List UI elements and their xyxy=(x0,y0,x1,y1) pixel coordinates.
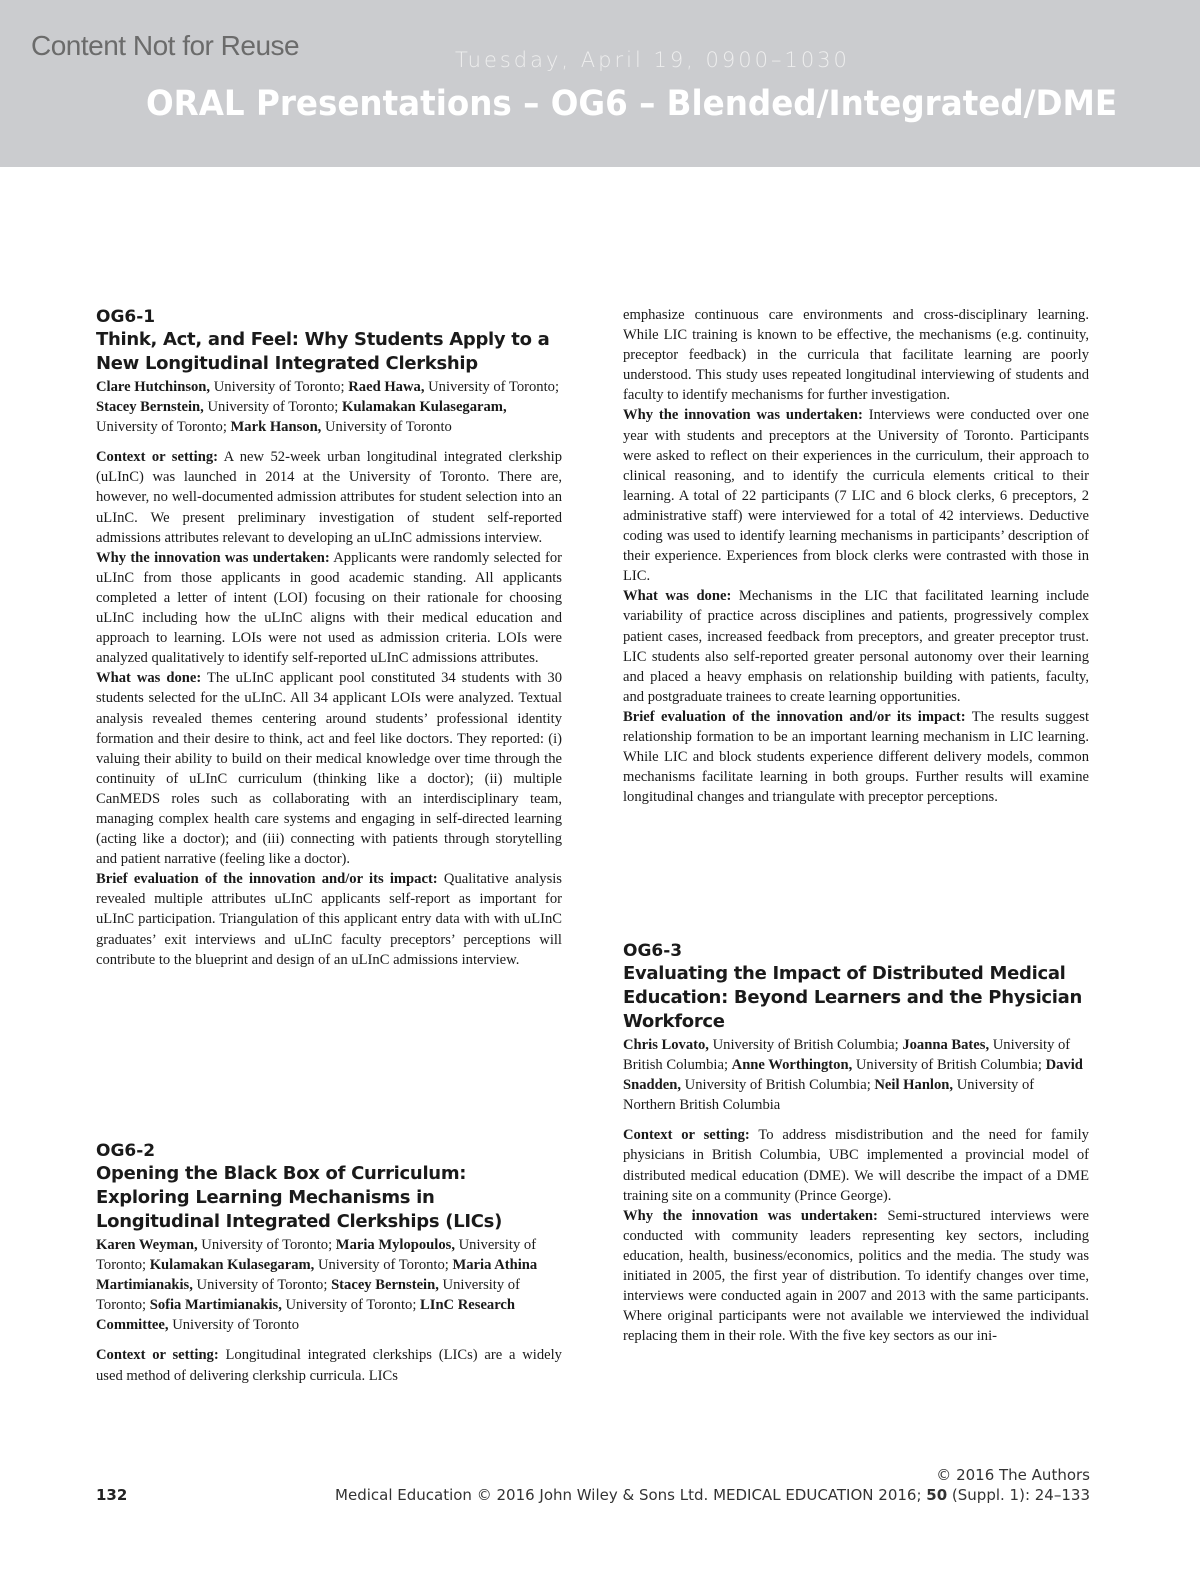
session-date: Tuesday, April 19, 0900–1030 xyxy=(455,48,850,72)
author-list: Karen Weyman, University of Toronto; Maria Mylopoulos, University of Toronto; Kulamakan Kulasegaram, University of Toronto; Maria Athina Martimianakis, University of Toronto; Stacey Bernstein, University of Toronto; Sofia Martimianakis, University of Toronto; LInC Research Committee, University of Toronto xyxy=(96,1237,538,1334)
author-name: Joanna Bates, xyxy=(902,1037,990,1053)
section-text: Applicants were randomly selected for uLInC from those applicants in good academic standing. All applicants completed a letter of intent (LOI) focusing on their rationale for choosing uLInC including how the uLInC aligns with their medical education and approach to learning. LOIs were not used as admission criteria. LOIs were analyzed qualitatively to identify self-reported uLInC admissions attributes. xyxy=(96,549,563,667)
author-name: Raed Hawa, xyxy=(348,379,425,395)
abstract-section xyxy=(623,1125,1089,1205)
citation-volume: 50 xyxy=(926,1486,948,1504)
section-text: The uLInC applicant pool constituted 34 students with 30 students selected for the uLInC. All 34 applicant LOIs were analyzed. Textual analysis revealed themes centering around students’ professional identity formation and their desire to think, act and feel like doctors. They reported: (i) valuing their ability to build on their medical knowledge over time through the continuity of uLInC curriculum (thinking like a doctor); (ii) multiple CanMEDS roles such as collaborating with an interdisciplinary team, managing complex health care systems and engaging in self-directed learning (acting like a doctor); and (iii) connecting with patients through storytelling and patient narrative (feeling like a doctor). xyxy=(96,670,563,868)
abstract-section xyxy=(96,668,562,869)
abstract-section xyxy=(623,707,1089,807)
author-name: Mark Hanson, xyxy=(230,419,322,436)
citation-suffix: (Suppl. 1): 24–133 xyxy=(947,1486,1090,1504)
abstract-title: Opening the Black Box of Curriculum: Exploring Learning Mechanisms in Longitudinal Integrated Clerkships (LICs) xyxy=(96,1163,503,1232)
section-text: Interviews were conducted over one year with students and preceptors at the University of Toronto. Participants were asked to reflect on their experiences in the curriculum, their approach to clinical reasoning, and to identify the curricula elements critical to their learning. A total of 22 participants (7 LIC and 6 block clerks, 6 preceptors, 2 administrative staff) were interviewed for a total of 42 interviews. Deductive coding was used to identify learning mechanisms in participants’ description of their experience. Experiences from block clerks were contrasted with those in LIC. xyxy=(623,407,1089,585)
author-affiliation: University of Toronto xyxy=(96,419,223,436)
abstract-section xyxy=(96,869,562,969)
author-affiliation: University of British Columbia xyxy=(623,1037,1071,1074)
author-affiliation: University of British Columbia xyxy=(684,1077,867,1094)
section-text: Qualitative analysis revealed multiple attributes uLInC applicants self-report as important for uLInC participation. Triangulation of this applicant entry data with with uLInC graduates’ exit interviews and uLInC faculty preceptors’ perceptions will contribute to the blueprint and design of an uLInC admissions interview. xyxy=(96,871,562,968)
abstract-id: OG6-1 xyxy=(96,307,156,327)
section-label: What was done: xyxy=(623,588,732,605)
author-affiliation: University of Toronto xyxy=(172,1317,299,1334)
section-text: A new 52-week urban longitudinal integrated clerkship (uLInC) was launched in 2014 at the University of Toronto. There are, however, no well-documented admission attributes for student selection into an uLInC. We present preliminary investigation of student self-reported admissions attributes relevant to developing an uLInC admissions interview. xyxy=(96,449,562,546)
abstract-og6-2 xyxy=(96,1140,562,1386)
section-text: Mechanisms in the LIC that facilitated learning include variability of practice across disciplines and patients, progressively complex patient cases, increased feedback from preceptors, and greater preceptor trust. LIC students also self-reported greater personal autonomy over their learning and placed a heavy emphasis on relationship building with patients, faculty, and postgraduate trainees to create learning opportunities. xyxy=(623,588,1089,705)
abstract-section xyxy=(623,305,1089,405)
abstract-id: OG6-2 xyxy=(96,1141,156,1161)
author-affiliation: University of Toronto xyxy=(317,1257,445,1274)
section-text: Longitudinal integrated clerkships (LICs) are a widely used method of delivering clerkship curricula. LICs xyxy=(96,1347,562,1384)
section-label: Brief evaluation of the innovation and/or its impact: xyxy=(623,708,966,725)
session-title: ORAL Presentations – OG6 – Blended/Integrated/DME xyxy=(146,84,1118,124)
author-list: Clare Hutchinson, University of Toronto; Raed Hawa, University of Toronto; Stacey Bernstein, University of Toronto; Kulamakan Kulasegaram, University of Toronto; Mark Hanson, University of Toronto xyxy=(96,379,559,436)
author-name: Stacey Bernstein, xyxy=(331,1277,439,1294)
abstract-section xyxy=(623,405,1089,586)
footer-citation xyxy=(335,1486,1090,1504)
author-affiliation: University of Toronto xyxy=(285,1297,413,1314)
author-affiliation: University of Toronto xyxy=(207,399,335,416)
section-label: Context or setting: xyxy=(96,1347,219,1364)
author-name: Stacey Bernstein, xyxy=(96,399,204,416)
section-text: The results suggest relationship formation to be an important learning mechanism in LIC learning. While LIC and block students experience different delivery models, common mechanisms facilitate learning in both groups. Further results will examine longitudinal changes and triangulate with preceptor perceptions. xyxy=(623,708,1090,806)
author-name: Kulamakan Kulasegaram, xyxy=(342,399,507,416)
abstract-og6-2-continued xyxy=(623,305,1089,807)
section-text: Semi-structured interviews were conducted with community leaders representing key sectors, including education, health, business/economics, politics and the media. The study was initiated in 2005, the first year of distribution. To identify changes over time, interviews were conducted again in 2007 and 2013 with the same participants. Where original participants were not available we interviewed the individual replacing them in their role. With the five key sectors as our ini- xyxy=(623,1207,1090,1345)
author-name: Sofia Martimianakis, xyxy=(149,1297,282,1314)
page-number: 132 xyxy=(96,1486,128,1504)
author-affiliation: University of Toronto xyxy=(213,379,341,395)
author-list: Chris Lovato, University of British Columbia; Joanna Bates, University of British Columbia; Anne Worthington, University of British Columbia; David Snadden, University of British Columbia; Neil Hanlon, University of Northern British Columbia xyxy=(623,1037,1083,1114)
author-name: LInC Research Committee, xyxy=(96,1297,516,1334)
author-name: David Snadden, xyxy=(623,1057,1083,1094)
abstract-section xyxy=(96,548,562,669)
abstract-section xyxy=(623,586,1089,707)
section-label: What was done: xyxy=(96,670,202,687)
abstract-section xyxy=(96,1345,562,1385)
citation-prefix: Medical Education © 2016 John Wiley & Sons Ltd. MEDICAL EDUCATION 2016; xyxy=(335,1486,927,1504)
author-name: Clare Hutchinson, xyxy=(96,379,211,395)
section-label: Why the innovation was undertaken: xyxy=(623,407,863,424)
abstract-og6-3 xyxy=(623,940,1089,1346)
author-name: Neil Hanlon, xyxy=(874,1077,954,1094)
section-text: To address misdistribution and the need for family physicians in British Columbia, UBC implemented a provincial model of distributed medical education (DME). We will describe the impact of a DME training site on a community (Prince George). xyxy=(623,1127,1089,1204)
section-label: Why the innovation was undertaken: xyxy=(623,1207,878,1224)
author-affiliation: University of Toronto xyxy=(196,1277,324,1294)
author-affiliation: University of British Columbia xyxy=(855,1057,1038,1074)
author-name: Karen Weyman, xyxy=(96,1237,198,1253)
abstract-section xyxy=(623,1206,1089,1347)
watermark: Content Not for Reuse xyxy=(31,30,300,61)
author-affiliation: University of Toronto xyxy=(428,379,555,395)
abstract-og6-1 xyxy=(96,306,562,970)
author-affiliation: University of Northern British Columbia xyxy=(623,1077,1035,1114)
author-name: Kulamakan Kulasegaram, xyxy=(149,1257,315,1274)
author-affiliation: University of Toronto xyxy=(201,1237,329,1253)
author-name: Maria Mylopoulos, xyxy=(335,1237,455,1253)
author-affiliation: University of Toronto xyxy=(96,1237,537,1274)
footer-copyright: © 2016 The Authors xyxy=(936,1466,1090,1484)
abstract-title: Think, Act, and Feel: Why Students Apply to a New Longitudinal Integrated Clerkship xyxy=(96,329,550,374)
abstract-title: Evaluating the Impact of Distributed Medical Education: Beyond Learners and the Physician Workforce xyxy=(623,963,1083,1032)
abstract-id: OG6-3 xyxy=(623,941,683,961)
author-name: Maria Athina Martimianakis, xyxy=(96,1257,538,1294)
section-label: Why the innovation was undertaken: xyxy=(96,549,330,566)
abstract-section xyxy=(96,447,562,547)
author-name: Chris Lovato, xyxy=(623,1037,709,1053)
author-affiliation: University of Toronto xyxy=(96,1277,520,1314)
session-banner xyxy=(0,0,1200,167)
author-name: Anne Worthington, xyxy=(731,1057,853,1074)
section-text: emphasize continuous care environments and cross-disciplinary learning. While LIC training is known to be effective, the mechanisms (e.g. continuity, preceptor feedback) in the curricula that facilitate learning are poorly understood. This study uses repeated longitudinal interviewing of students and faculty to identify mechanisms for further investigation. xyxy=(623,307,1089,404)
author-affiliation: University of Toronto xyxy=(325,419,452,436)
section-label: Brief evaluation of the innovation and/or its impact: xyxy=(96,871,438,888)
author-affiliation: University of British Columbia xyxy=(712,1037,895,1053)
section-label: Context or setting: xyxy=(96,449,218,466)
section-label: Context or setting: xyxy=(623,1127,750,1144)
